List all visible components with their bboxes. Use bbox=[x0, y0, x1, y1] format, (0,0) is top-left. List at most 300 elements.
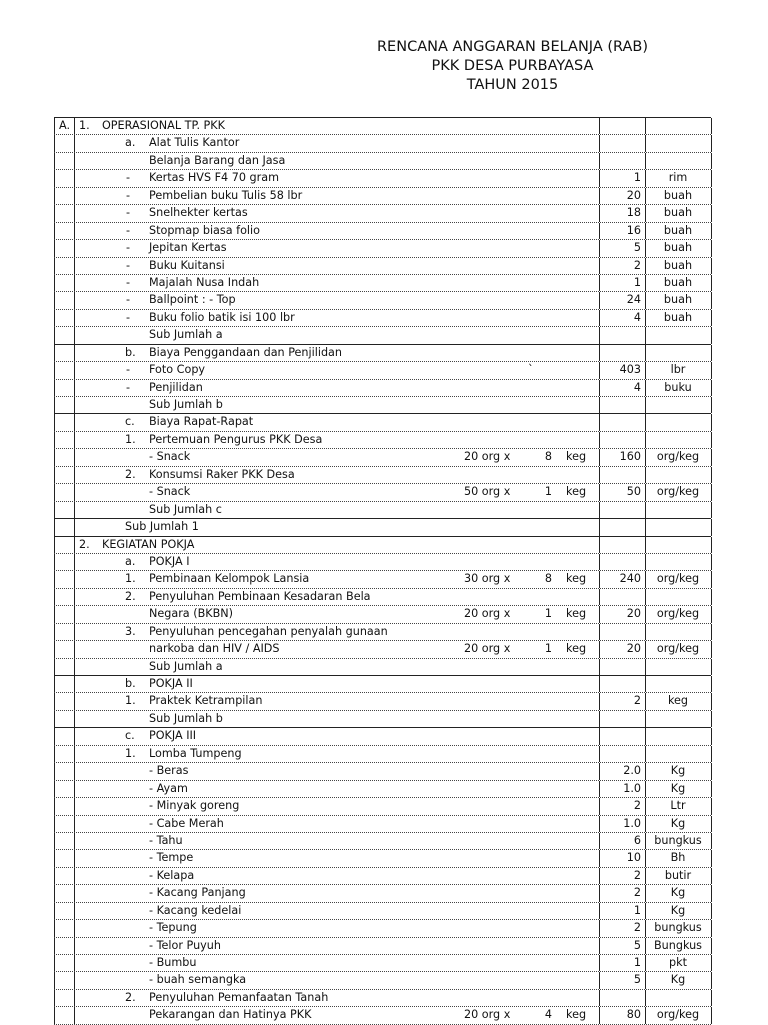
column-rule bbox=[711, 868, 712, 884]
column-rule bbox=[54, 153, 55, 169]
column-rule bbox=[711, 1007, 712, 1023]
column-rule bbox=[54, 641, 55, 657]
column-rule bbox=[711, 275, 712, 291]
column-rule bbox=[74, 135, 75, 151]
unit: Kg bbox=[670, 903, 686, 917]
column-rule bbox=[711, 414, 712, 430]
column-rule bbox=[54, 816, 55, 832]
column-rule bbox=[54, 990, 55, 1006]
column-rule bbox=[74, 502, 75, 518]
column-rule bbox=[711, 885, 712, 901]
item-label: 1. bbox=[125, 432, 136, 446]
column-rule bbox=[74, 432, 75, 448]
quantity: 6 bbox=[633, 833, 641, 847]
unit: Ltr bbox=[670, 799, 686, 813]
column-rule bbox=[74, 449, 75, 465]
activity-unit: keg bbox=[566, 1008, 587, 1022]
column-rule bbox=[54, 118, 55, 134]
column-rule bbox=[74, 816, 75, 832]
item-description: Negara (BKBN) bbox=[149, 607, 234, 621]
quantity: 1 bbox=[633, 171, 641, 185]
item-label: 2. bbox=[125, 990, 136, 1004]
column-rule bbox=[711, 850, 712, 866]
table-row bbox=[54, 728, 711, 745]
column-rule bbox=[54, 380, 55, 396]
table-row bbox=[54, 554, 711, 571]
table-row bbox=[54, 449, 711, 466]
column-rule bbox=[711, 816, 712, 832]
item-label: - bbox=[126, 310, 131, 324]
column-rule bbox=[54, 624, 55, 640]
column-rule bbox=[711, 624, 712, 640]
column-rule bbox=[54, 345, 55, 361]
column-rule bbox=[711, 449, 712, 465]
column-rule bbox=[74, 676, 75, 692]
column-rule bbox=[711, 502, 712, 518]
column-rule bbox=[74, 571, 75, 587]
column-rule bbox=[645, 711, 646, 727]
table-row bbox=[54, 938, 711, 955]
quantity: 240 bbox=[619, 572, 641, 586]
table-row bbox=[54, 693, 711, 710]
column-rule bbox=[599, 345, 600, 361]
item-label: Biaya Rapat-Rapat bbox=[149, 415, 254, 429]
column-rule bbox=[74, 240, 75, 256]
column-rule bbox=[74, 711, 75, 727]
item-description: - Bumbu bbox=[149, 956, 197, 969]
item-label: Sub Jumlah c bbox=[149, 502, 222, 516]
column-rule bbox=[74, 537, 75, 553]
column-rule bbox=[711, 972, 712, 988]
quantity: 24 bbox=[626, 293, 641, 307]
item-label: - bbox=[126, 275, 131, 289]
table-row bbox=[54, 676, 711, 693]
unit: Kg bbox=[670, 816, 686, 830]
column-rule bbox=[74, 258, 75, 274]
table-row bbox=[54, 885, 711, 902]
column-rule bbox=[645, 990, 646, 1006]
item-label: - bbox=[126, 241, 131, 255]
column-rule bbox=[599, 432, 600, 448]
item-description: Buku folio batik isi 100 lbr bbox=[149, 310, 295, 324]
table-row bbox=[54, 484, 711, 501]
item-label: POKJA I bbox=[149, 554, 190, 568]
stray-mark: ` bbox=[528, 363, 534, 377]
quantity: 2 bbox=[633, 921, 641, 935]
table-row bbox=[54, 310, 711, 327]
column-rule bbox=[54, 310, 55, 326]
unit: bungkus bbox=[654, 833, 702, 847]
quantity: 1.0 bbox=[623, 816, 641, 830]
column-rule bbox=[711, 571, 712, 587]
column-rule bbox=[711, 554, 712, 570]
column-rule bbox=[54, 292, 55, 308]
column-rule bbox=[54, 554, 55, 570]
item-description: - Cabe Merah bbox=[149, 816, 224, 830]
item-label: 3. bbox=[125, 624, 136, 638]
column-rule bbox=[599, 414, 600, 430]
unit: keg bbox=[667, 694, 689, 708]
item-description: - Snack bbox=[149, 485, 191, 499]
column-rule bbox=[711, 397, 712, 413]
table-row bbox=[54, 606, 711, 623]
quantity: 160 bbox=[619, 450, 641, 464]
item-label: - bbox=[126, 188, 131, 202]
document-title bbox=[340, 38, 685, 95]
column-rule bbox=[54, 362, 55, 378]
column-rule bbox=[74, 397, 75, 413]
activity-unit: keg bbox=[566, 607, 587, 621]
column-rule bbox=[711, 711, 712, 727]
column-rule bbox=[54, 693, 55, 709]
column-rule bbox=[599, 467, 600, 483]
table-row bbox=[54, 903, 711, 920]
column-rule bbox=[54, 659, 55, 675]
activity-unit: keg bbox=[566, 485, 587, 499]
column-rule bbox=[74, 292, 75, 308]
column-rule bbox=[54, 188, 55, 204]
item-description: - Beras bbox=[149, 764, 189, 778]
unit: Bh bbox=[670, 851, 686, 865]
column-rule bbox=[74, 362, 75, 378]
column-rule bbox=[74, 955, 75, 971]
table-row bbox=[54, 275, 711, 292]
unit: buah bbox=[663, 275, 693, 289]
column-rule bbox=[74, 327, 75, 343]
item-description: Jepitan Kertas bbox=[149, 241, 227, 255]
table-row bbox=[54, 955, 711, 972]
item-label: POKJA III bbox=[149, 729, 197, 743]
column-rule bbox=[599, 554, 600, 570]
participants-multiplier: 20 org x bbox=[464, 607, 511, 621]
column-rule bbox=[54, 938, 55, 954]
item-label: Belanja Barang dan Jasa bbox=[149, 153, 286, 167]
column-rule bbox=[74, 275, 75, 291]
item-label: - bbox=[126, 206, 131, 220]
column-rule bbox=[74, 345, 75, 361]
column-rule bbox=[711, 292, 712, 308]
table-row bbox=[54, 362, 711, 379]
table-row bbox=[54, 763, 711, 780]
item-description: Buku Kuitansi bbox=[149, 258, 225, 272]
column-rule bbox=[645, 327, 646, 343]
column-rule bbox=[54, 275, 55, 291]
column-rule bbox=[711, 118, 712, 134]
item-description: - buah semangka bbox=[149, 973, 247, 987]
column-rule bbox=[711, 205, 712, 221]
quantity: 20 bbox=[626, 188, 641, 202]
table-row bbox=[54, 223, 711, 240]
quantity: 4 bbox=[633, 380, 641, 394]
subsection-label: c. bbox=[125, 729, 135, 743]
column-rule bbox=[54, 170, 55, 186]
activity-unit: keg bbox=[566, 450, 587, 464]
table-row bbox=[54, 781, 711, 798]
column-rule bbox=[645, 659, 646, 675]
quantity: 18 bbox=[626, 206, 641, 220]
activity-count: 8 bbox=[544, 450, 552, 464]
quantity: 2 bbox=[633, 258, 641, 272]
table-row bbox=[54, 135, 711, 152]
column-rule bbox=[711, 467, 712, 483]
column-rule bbox=[74, 885, 75, 901]
column-rule bbox=[54, 589, 55, 605]
column-rule bbox=[711, 170, 712, 186]
item-label: Biaya Penggandaan dan Penjilidan bbox=[149, 345, 343, 359]
unit: buah bbox=[663, 310, 693, 324]
column-rule bbox=[711, 188, 712, 204]
table-row bbox=[54, 833, 711, 850]
column-rule bbox=[54, 763, 55, 779]
column-rule bbox=[74, 693, 75, 709]
column-rule bbox=[74, 188, 75, 204]
item-description: - Tahu bbox=[149, 833, 183, 847]
column-rule bbox=[74, 380, 75, 396]
column-rule bbox=[599, 502, 600, 518]
column-rule bbox=[74, 728, 75, 744]
column-rule bbox=[645, 519, 646, 535]
quantity: 5 bbox=[633, 241, 641, 255]
table-row bbox=[54, 711, 711, 728]
column-rule bbox=[711, 380, 712, 396]
column-rule bbox=[74, 310, 75, 326]
column-rule bbox=[54, 728, 55, 744]
table-row bbox=[54, 746, 711, 763]
column-rule bbox=[711, 537, 712, 553]
item-description: Penyuluhan Pembinaan Kesadaran Bela bbox=[149, 589, 371, 603]
column-rule bbox=[645, 676, 646, 692]
table-row bbox=[54, 170, 711, 187]
section-title: KEGIATAN POKJA bbox=[102, 537, 195, 551]
quantity: 1 bbox=[633, 903, 641, 917]
column-rule bbox=[54, 885, 55, 901]
item-label: - bbox=[126, 363, 131, 377]
table-row bbox=[54, 537, 711, 554]
column-rule bbox=[74, 624, 75, 640]
column-rule bbox=[54, 484, 55, 500]
unit: rim bbox=[668, 171, 688, 185]
section-number: 2. bbox=[79, 537, 90, 551]
item-label: Alat Tulis Kantor bbox=[149, 136, 240, 150]
unit: Kg bbox=[670, 886, 686, 900]
column-rule bbox=[54, 903, 55, 919]
column-rule bbox=[645, 432, 646, 448]
column-rule bbox=[74, 920, 75, 936]
column-rule bbox=[74, 554, 75, 570]
item-label: - bbox=[126, 380, 131, 394]
item-description: Penyuluhan Pemanfaatan Tanah bbox=[149, 990, 329, 1004]
column-rule bbox=[54, 258, 55, 274]
column-rule bbox=[54, 606, 55, 622]
column-rule bbox=[74, 833, 75, 849]
item-description: - Kacang kedelai bbox=[149, 903, 242, 917]
participants-multiplier: 20 org x bbox=[464, 642, 511, 656]
column-rule bbox=[54, 519, 55, 535]
column-rule bbox=[711, 310, 712, 326]
column-rule bbox=[711, 763, 712, 779]
activity-count: 1 bbox=[544, 485, 552, 499]
unit: butir bbox=[664, 868, 692, 882]
column-rule bbox=[711, 223, 712, 239]
column-rule bbox=[74, 868, 75, 884]
column-rule bbox=[711, 746, 712, 762]
column-rule bbox=[711, 258, 712, 274]
unit: bungkus bbox=[654, 921, 702, 935]
column-rule bbox=[711, 676, 712, 692]
section-number: 1. bbox=[79, 119, 90, 132]
item-description: Lomba Tumpeng bbox=[149, 746, 242, 760]
column-rule bbox=[645, 537, 646, 553]
unit: org/keg bbox=[656, 642, 700, 656]
item-label: 2. bbox=[125, 467, 136, 481]
item-description: - Ayam bbox=[149, 781, 188, 795]
column-rule bbox=[54, 502, 55, 518]
column-rule bbox=[711, 659, 712, 675]
table-row bbox=[54, 641, 711, 658]
unit: buah bbox=[663, 258, 693, 272]
quantity: 5 bbox=[633, 973, 641, 987]
column-rule bbox=[711, 606, 712, 622]
item-description: - Tempe bbox=[149, 851, 194, 865]
column-rule bbox=[711, 362, 712, 378]
item-description: Pembinaan Kelompok Lansia bbox=[149, 572, 310, 586]
item-description: Ballpoint : - Top bbox=[149, 293, 236, 307]
item-description: Kertas HVS F4 70 gram bbox=[149, 171, 279, 185]
item-label: 1. bbox=[125, 572, 136, 586]
column-rule bbox=[74, 205, 75, 221]
unit: buah bbox=[663, 241, 693, 255]
item-label: Sub Jumlah a bbox=[149, 328, 223, 342]
unit: Bungkus bbox=[653, 938, 702, 952]
item-label: 1. bbox=[125, 746, 136, 760]
unit: pkt bbox=[669, 956, 687, 969]
item-label: 1. bbox=[125, 694, 136, 708]
column-rule bbox=[54, 920, 55, 936]
column-rule bbox=[645, 467, 646, 483]
column-rule bbox=[74, 118, 75, 134]
item-description: Praktek Ketrampilan bbox=[149, 694, 263, 708]
table-row bbox=[54, 816, 711, 833]
unit: org/keg bbox=[656, 450, 700, 464]
column-rule bbox=[54, 711, 55, 727]
column-rule bbox=[74, 850, 75, 866]
table-row bbox=[54, 292, 711, 309]
item-label: - bbox=[126, 293, 131, 307]
quantity: 2 bbox=[633, 799, 641, 813]
column-rule bbox=[599, 519, 600, 535]
item-label: POKJA II bbox=[149, 677, 193, 690]
column-rule bbox=[711, 432, 712, 448]
item-label: - bbox=[126, 258, 131, 272]
unit: lbr bbox=[670, 363, 686, 377]
quantity: 2 bbox=[633, 694, 641, 708]
column-rule bbox=[711, 990, 712, 1006]
item-description: Pertemuan Pengurus PKK Desa bbox=[149, 432, 323, 446]
table-row bbox=[54, 345, 711, 362]
column-rule bbox=[74, 170, 75, 186]
table-row bbox=[54, 1007, 711, 1024]
unit: buah bbox=[663, 206, 693, 220]
column-rule bbox=[54, 223, 55, 239]
column-rule bbox=[599, 537, 600, 553]
column-rule bbox=[711, 833, 712, 849]
column-rule bbox=[74, 519, 75, 535]
column-rule bbox=[645, 554, 646, 570]
column-rule bbox=[54, 397, 55, 413]
activity-count: 1 bbox=[544, 607, 552, 621]
column-rule bbox=[645, 728, 646, 744]
item-description: - Tepung bbox=[149, 921, 197, 935]
item-description: Stopmap biasa folio bbox=[149, 223, 260, 237]
column-rule bbox=[599, 990, 600, 1006]
column-rule bbox=[54, 798, 55, 814]
budget-table bbox=[54, 117, 711, 1025]
table-row bbox=[54, 502, 711, 519]
item-description: - Snack bbox=[149, 450, 191, 464]
column-rule bbox=[645, 153, 646, 169]
column-rule bbox=[645, 624, 646, 640]
item-description: - Kacang Panjang bbox=[149, 886, 246, 900]
unit: Kg bbox=[670, 781, 686, 795]
item-description: Snelhekter kertas bbox=[149, 206, 248, 220]
column-rule bbox=[645, 345, 646, 361]
table-row bbox=[54, 467, 711, 484]
quantity: 20 bbox=[626, 607, 641, 621]
column-rule bbox=[711, 240, 712, 256]
column-rule bbox=[74, 903, 75, 919]
column-rule bbox=[645, 118, 646, 134]
column-rule bbox=[711, 589, 712, 605]
column-rule bbox=[711, 920, 712, 936]
item-label: Sub Jumlah b bbox=[149, 711, 223, 725]
table-row bbox=[54, 519, 711, 536]
column-rule bbox=[711, 798, 712, 814]
table-row bbox=[54, 327, 711, 344]
participants-multiplier: 20 org x bbox=[464, 450, 511, 464]
column-rule bbox=[645, 746, 646, 762]
table-row bbox=[54, 659, 711, 676]
subsection-label: b. bbox=[125, 677, 136, 690]
table-row bbox=[54, 153, 711, 170]
section-letter: A. bbox=[59, 119, 71, 132]
table-row bbox=[54, 380, 711, 397]
column-rule bbox=[645, 135, 646, 151]
column-rule bbox=[711, 519, 712, 535]
column-rule bbox=[599, 153, 600, 169]
column-rule bbox=[599, 589, 600, 605]
participants-multiplier: 50 org x bbox=[464, 485, 511, 499]
column-rule bbox=[711, 135, 712, 151]
column-rule bbox=[54, 240, 55, 256]
column-rule bbox=[711, 781, 712, 797]
item-label: - bbox=[126, 171, 131, 185]
unit: buah bbox=[663, 223, 693, 237]
table-row bbox=[54, 117, 711, 135]
item-label: Sub Jumlah b bbox=[149, 398, 223, 411]
column-rule bbox=[74, 606, 75, 622]
quantity: 1 bbox=[633, 275, 641, 289]
subsection-label: b. bbox=[125, 345, 136, 359]
column-rule bbox=[74, 746, 75, 762]
column-rule bbox=[74, 589, 75, 605]
column-rule bbox=[645, 414, 646, 430]
column-rule bbox=[711, 693, 712, 709]
column-rule bbox=[54, 205, 55, 221]
column-rule bbox=[599, 135, 600, 151]
column-rule bbox=[74, 781, 75, 797]
title-line-2: PKK DESA PURBAYASA bbox=[431, 58, 594, 74]
column-rule bbox=[711, 345, 712, 361]
